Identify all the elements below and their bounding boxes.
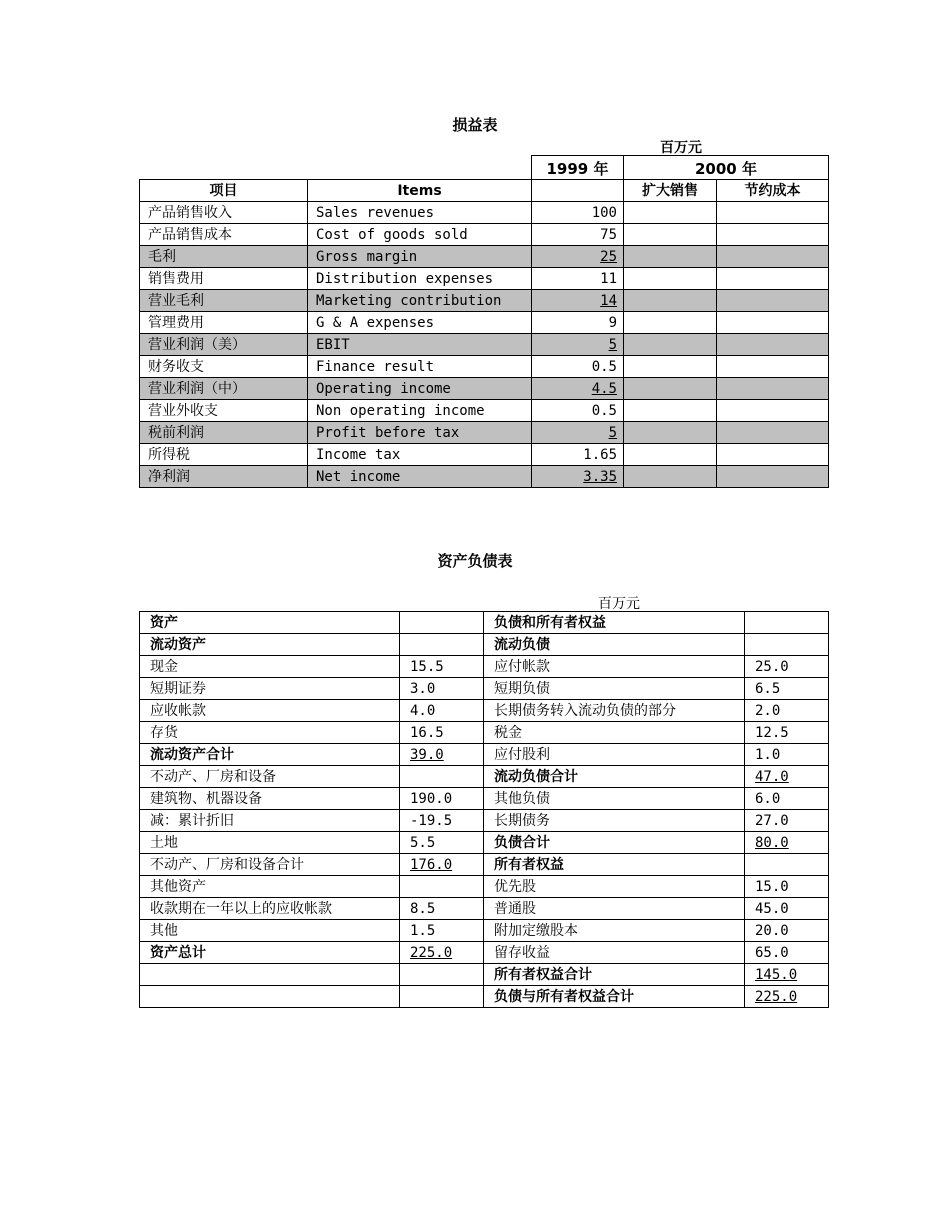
income-value-cost-saving bbox=[717, 202, 829, 224]
liability-value: 12.5 bbox=[745, 722, 829, 744]
income-value-1999 bbox=[532, 334, 624, 356]
income-value-expand-sales bbox=[624, 312, 717, 334]
income-value-underlined: 25 bbox=[600, 249, 617, 265]
liability-value: 65.0 bbox=[745, 942, 829, 964]
balance-row bbox=[140, 876, 829, 898]
liability-value bbox=[745, 986, 829, 1008]
asset-value: 1.5 bbox=[400, 920, 484, 942]
income-item-cn: 营业毛利 bbox=[140, 290, 308, 312]
liability-value: 27.0 bbox=[745, 810, 829, 832]
income-item-cn: 营业利润（美） bbox=[140, 334, 308, 356]
income-item-cn: 毛利 bbox=[140, 246, 308, 268]
income-value-1999: 1.65 bbox=[532, 444, 624, 466]
income-value-expand-sales bbox=[624, 334, 717, 356]
asset-label: 其他资产 bbox=[140, 876, 400, 898]
header-cost-saving: 节约成本 bbox=[717, 180, 829, 202]
liability-value-underlined: 80.0 bbox=[755, 835, 789, 851]
asset-label: 流动资产 bbox=[140, 634, 400, 656]
asset-label bbox=[140, 986, 400, 1008]
liability-label: 长期债务转入流动负债的部分 bbox=[484, 700, 745, 722]
income-item-en: Net income bbox=[308, 466, 532, 488]
asset-value: 15.5 bbox=[400, 656, 484, 678]
income-value-cost-saving bbox=[717, 378, 829, 400]
liability-value-underlined: 47.0 bbox=[755, 769, 789, 785]
income-statement-unit: 百万元 bbox=[660, 140, 702, 156]
income-row bbox=[140, 422, 829, 444]
income-value-underlined: 5 bbox=[608, 337, 617, 353]
asset-label: 其他 bbox=[140, 920, 400, 942]
asset-value: 190.0 bbox=[400, 788, 484, 810]
balance-row bbox=[140, 810, 829, 832]
income-statement-title: 损益表 bbox=[452, 116, 498, 134]
liability-value: 45.0 bbox=[745, 898, 829, 920]
asset-label: 存货 bbox=[140, 722, 400, 744]
income-item-cn: 产品销售成本 bbox=[140, 224, 308, 246]
income-row bbox=[140, 246, 829, 268]
income-item-en: Distribution expenses bbox=[308, 268, 532, 290]
income-value-cost-saving bbox=[717, 444, 829, 466]
balance-sheet-title: 资产负债表 bbox=[437, 552, 513, 570]
income-value-cost-saving bbox=[717, 356, 829, 378]
income-row bbox=[140, 444, 829, 466]
income-item-en: Non operating income bbox=[308, 400, 532, 422]
balance-row bbox=[140, 920, 829, 942]
balance-row bbox=[140, 634, 829, 656]
header-year-2000: 2000 年 bbox=[624, 156, 829, 180]
income-value-1999: 0.5 bbox=[532, 400, 624, 422]
asset-label: 不动产、厂房和设备合计 bbox=[140, 854, 400, 876]
asset-value: 16.5 bbox=[400, 722, 484, 744]
income-row bbox=[140, 400, 829, 422]
liability-label: 流动负债 bbox=[484, 634, 745, 656]
liability-label: 应付股利 bbox=[484, 744, 745, 766]
liability-value: 20.0 bbox=[745, 920, 829, 942]
income-item-cn: 营业外收支 bbox=[140, 400, 308, 422]
asset-value bbox=[400, 986, 484, 1008]
asset-label: 建筑物、机器设备 bbox=[140, 788, 400, 810]
income-item-en: G & A expenses bbox=[308, 312, 532, 334]
liability-value: 15.0 bbox=[745, 876, 829, 898]
income-value-1999: 9 bbox=[532, 312, 624, 334]
income-value-underlined: 4.5 bbox=[591, 381, 617, 397]
income-value-expand-sales bbox=[624, 400, 717, 422]
balance-row bbox=[140, 964, 829, 986]
income-row bbox=[140, 466, 829, 488]
income-value-1999: 75 bbox=[532, 224, 624, 246]
income-value-expand-sales bbox=[624, 268, 717, 290]
income-value-1999 bbox=[532, 466, 624, 488]
income-item-en: EBIT bbox=[308, 334, 532, 356]
balance-row bbox=[140, 678, 829, 700]
income-value-1999 bbox=[532, 290, 624, 312]
balance-sheet-unit: 百万元 bbox=[598, 596, 640, 612]
asset-label: 资产 bbox=[140, 612, 400, 634]
income-row bbox=[140, 290, 829, 312]
asset-value bbox=[400, 744, 484, 766]
liability-value-underlined: 225.0 bbox=[755, 989, 798, 1005]
income-value-cost-saving bbox=[717, 290, 829, 312]
header-item-en: Items bbox=[308, 180, 532, 202]
liability-label: 所有者权益 bbox=[484, 854, 745, 876]
liability-value-underlined: 145.0 bbox=[755, 967, 798, 983]
balance-sheet-table bbox=[139, 611, 829, 1008]
balance-row bbox=[140, 788, 829, 810]
income-value-cost-saving bbox=[717, 224, 829, 246]
income-item-cn: 税前利润 bbox=[140, 422, 308, 444]
header-year-1999: 1999 年 bbox=[532, 156, 624, 180]
asset-label: 土地 bbox=[140, 832, 400, 854]
asset-label: 不动产、厂房和设备 bbox=[140, 766, 400, 788]
income-value-1999 bbox=[532, 246, 624, 268]
income-item-cn: 销售费用 bbox=[140, 268, 308, 290]
income-value-cost-saving bbox=[717, 246, 829, 268]
income-value-expand-sales bbox=[624, 378, 717, 400]
income-value-1999 bbox=[532, 422, 624, 444]
asset-value: 4.0 bbox=[400, 700, 484, 722]
asset-label: 现金 bbox=[140, 656, 400, 678]
liability-label: 留存收益 bbox=[484, 942, 745, 964]
income-value-cost-saving bbox=[717, 466, 829, 488]
asset-label: 应收帐款 bbox=[140, 700, 400, 722]
liability-label: 负债与所有者权益合计 bbox=[484, 986, 745, 1008]
asset-value bbox=[400, 634, 484, 656]
asset-label: 流动资产合计 bbox=[140, 744, 400, 766]
balance-row bbox=[140, 722, 829, 744]
liability-value: 2.0 bbox=[745, 700, 829, 722]
income-item-cn: 净利润 bbox=[140, 466, 308, 488]
liability-value: 6.0 bbox=[745, 788, 829, 810]
liability-label: 短期负债 bbox=[484, 678, 745, 700]
liability-value: 25.0 bbox=[745, 656, 829, 678]
liability-label: 税金 bbox=[484, 722, 745, 744]
asset-label bbox=[140, 964, 400, 986]
income-value-cost-saving bbox=[717, 268, 829, 290]
income-item-cn: 营业利润（中） bbox=[140, 378, 308, 400]
asset-label: 短期证券 bbox=[140, 678, 400, 700]
income-item-en: Finance result bbox=[308, 356, 532, 378]
income-value-underlined: 3.35 bbox=[583, 469, 617, 485]
income-item-en: Income tax bbox=[308, 444, 532, 466]
liability-value bbox=[745, 832, 829, 854]
balance-row bbox=[140, 656, 829, 678]
header-item-cn: 项目 bbox=[140, 180, 308, 202]
asset-value: 3.0 bbox=[400, 678, 484, 700]
income-statement-table bbox=[139, 155, 829, 488]
asset-value-underlined: 225.0 bbox=[410, 945, 453, 961]
header-1999-value bbox=[532, 180, 624, 202]
income-value-1999: 0.5 bbox=[532, 356, 624, 378]
asset-value bbox=[400, 766, 484, 788]
liability-value bbox=[745, 964, 829, 986]
liability-label: 负债合计 bbox=[484, 832, 745, 854]
asset-value: 5.5 bbox=[400, 832, 484, 854]
balance-row bbox=[140, 832, 829, 854]
income-value-expand-sales bbox=[624, 224, 717, 246]
income-value-expand-sales bbox=[624, 202, 717, 224]
income-value-underlined: 5 bbox=[608, 425, 617, 441]
liability-value bbox=[745, 634, 829, 656]
liability-value bbox=[745, 854, 829, 876]
income-item-en: Cost of goods sold bbox=[308, 224, 532, 246]
header-blank bbox=[140, 156, 532, 180]
asset-label: 资产总计 bbox=[140, 942, 400, 964]
income-value-1999 bbox=[532, 378, 624, 400]
income-value-expand-sales bbox=[624, 466, 717, 488]
asset-label: 收款期在一年以上的应收帐款 bbox=[140, 898, 400, 920]
income-value-expand-sales bbox=[624, 422, 717, 444]
liability-value: 6.5 bbox=[745, 678, 829, 700]
income-value-expand-sales bbox=[624, 444, 717, 466]
asset-value bbox=[400, 942, 484, 964]
asset-value-underlined: 39.0 bbox=[410, 747, 444, 763]
income-row bbox=[140, 268, 829, 290]
income-item-cn: 所得税 bbox=[140, 444, 308, 466]
income-item-en: Operating income bbox=[308, 378, 532, 400]
balance-row bbox=[140, 898, 829, 920]
balance-row bbox=[140, 612, 829, 634]
income-item-cn: 管理费用 bbox=[140, 312, 308, 334]
income-row bbox=[140, 202, 829, 224]
liability-label: 长期债务 bbox=[484, 810, 745, 832]
income-row bbox=[140, 224, 829, 246]
income-item-en: Sales revenues bbox=[308, 202, 532, 224]
income-item-en: Marketing contribution bbox=[308, 290, 532, 312]
balance-row bbox=[140, 766, 829, 788]
income-row bbox=[140, 356, 829, 378]
income-item-cn: 财务收支 bbox=[140, 356, 308, 378]
liability-label: 优先股 bbox=[484, 876, 745, 898]
income-value-expand-sales bbox=[624, 246, 717, 268]
balance-row bbox=[140, 744, 829, 766]
asset-value bbox=[400, 854, 484, 876]
header-expand-sales: 扩大销售 bbox=[624, 180, 717, 202]
liability-label: 附加定缴股本 bbox=[484, 920, 745, 942]
asset-value bbox=[400, 876, 484, 898]
income-row bbox=[140, 334, 829, 356]
income-value-cost-saving bbox=[717, 400, 829, 422]
income-value-cost-saving bbox=[717, 422, 829, 444]
liability-label: 所有者权益合计 bbox=[484, 964, 745, 986]
income-value-1999: 11 bbox=[532, 268, 624, 290]
income-item-en: Gross margin bbox=[308, 246, 532, 268]
income-value-cost-saving bbox=[717, 312, 829, 334]
asset-value-underlined: 176.0 bbox=[410, 857, 453, 873]
liability-label: 普通股 bbox=[484, 898, 745, 920]
income-item-cn: 产品销售收入 bbox=[140, 202, 308, 224]
income-value-expand-sales bbox=[624, 356, 717, 378]
asset-value bbox=[400, 612, 484, 634]
liability-label: 其他负债 bbox=[484, 788, 745, 810]
income-row bbox=[140, 378, 829, 400]
income-value-expand-sales bbox=[624, 290, 717, 312]
asset-value: 8.5 bbox=[400, 898, 484, 920]
liability-value: 1.0 bbox=[745, 744, 829, 766]
liability-value bbox=[745, 766, 829, 788]
income-item-en: Profit before tax bbox=[308, 422, 532, 444]
liability-value bbox=[745, 612, 829, 634]
income-row bbox=[140, 312, 829, 334]
liability-label: 应付帐款 bbox=[484, 656, 745, 678]
asset-value: -19.5 bbox=[400, 810, 484, 832]
asset-value bbox=[400, 964, 484, 986]
balance-row bbox=[140, 854, 829, 876]
balance-row bbox=[140, 986, 829, 1008]
balance-row bbox=[140, 700, 829, 722]
asset-label: 减：累计折旧 bbox=[140, 810, 400, 832]
income-value-cost-saving bbox=[717, 334, 829, 356]
liability-label: 负债和所有者权益 bbox=[484, 612, 745, 634]
income-value-1999: 100 bbox=[532, 202, 624, 224]
liability-label: 流动负债合计 bbox=[484, 766, 745, 788]
income-value-underlined: 14 bbox=[600, 293, 617, 309]
balance-row bbox=[140, 942, 829, 964]
